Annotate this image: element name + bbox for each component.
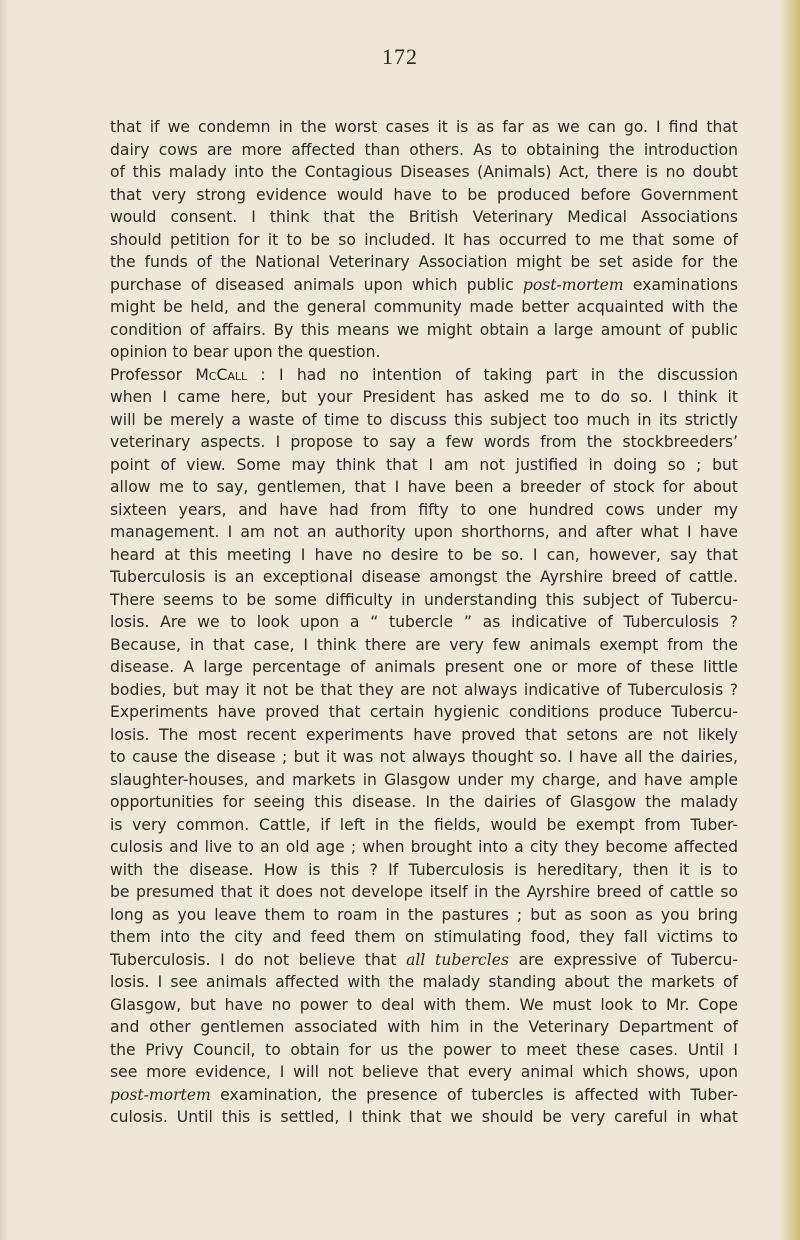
text-segment: examinations xyxy=(623,275,738,294)
text-line xyxy=(110,499,738,522)
text-line xyxy=(110,1039,738,1062)
text-segment: Glasgow, but have no power to deal with them. We must look to Mr. Cope xyxy=(110,995,738,1014)
text-segment: Professor xyxy=(110,365,196,384)
text-line xyxy=(110,521,738,544)
text-segment: might be held, and the general community made better acquainted with the xyxy=(110,298,738,316)
text-line xyxy=(110,1106,738,1129)
text-line xyxy=(110,319,738,342)
text-line xyxy=(110,769,738,792)
small-caps-name: McCall xyxy=(195,365,248,384)
text-line xyxy=(110,971,738,994)
text-line xyxy=(110,274,738,297)
page-left-edge xyxy=(0,0,8,1240)
text-segment: condition of affairs. By this means we might obtain a large amount of public xyxy=(110,320,738,339)
text-line xyxy=(110,139,738,162)
text-line xyxy=(110,1084,738,1107)
text-line xyxy=(110,454,738,477)
text-line xyxy=(110,296,738,319)
text-line xyxy=(110,679,738,702)
text-line xyxy=(110,386,738,409)
text-segment: heard at this meeting I have no desire to be so. I can, however, say that xyxy=(110,545,738,564)
text-segment: disease. A large percentage of animals present one or more of these little xyxy=(110,658,738,676)
text-line xyxy=(110,409,738,432)
text-line xyxy=(110,229,738,252)
text-segment: dairy cows are more affected than others. As to obtaining the introduction xyxy=(110,140,738,159)
text-segment: losis. I see animals affected with the malady standing about the markets of xyxy=(110,973,738,991)
text-line xyxy=(110,656,738,679)
text-line xyxy=(110,611,738,634)
text-segment: examination, the presence of tubercles is affected with Tuber- xyxy=(210,1085,738,1104)
text-line xyxy=(110,161,738,184)
text-segment: long as you leave them to roam in the pastures ; but as soon as you bring xyxy=(110,905,738,924)
text-line xyxy=(110,904,738,927)
text-segment: Experiments have proved that certain hygienic conditions produce Tubercu- xyxy=(110,703,738,721)
text-segment: the Privy Council, to obtain for us the power to meet these cases. Until I xyxy=(110,1040,738,1059)
body-text xyxy=(110,116,738,1129)
text-segment: purchase of diseased animals upon which public xyxy=(110,275,523,294)
text-segment: veterinary aspects. I propose to say a few words from the stockbreeders’ xyxy=(110,433,738,451)
text-segment: should petition for it to be so included. It has occurred to me that some of xyxy=(110,230,738,249)
text-segment: that if we condemn in the worst cases it is as far as we can go. I find that xyxy=(110,118,738,136)
text-segment: Tuberculosis. I do not believe that xyxy=(110,950,407,969)
text-line xyxy=(110,1061,738,1084)
text-line xyxy=(110,364,738,387)
text-segment: see more evidence, I will not believe that every animal which shows, upon xyxy=(110,1063,738,1081)
text-segment: are expressive of Tubercu- xyxy=(508,950,738,969)
text-segment: bodies, but may it not be that they are not always indicative of Tuberculosis ? xyxy=(110,680,738,699)
text-line xyxy=(110,836,738,859)
text-segment: and other gentlemen associated with him in the Veterinary Department of xyxy=(110,1018,738,1036)
text-segment: point of view. Some may think that I am not justified in doing so ; but xyxy=(110,455,738,474)
text-line xyxy=(110,251,738,274)
text-segment: opportunities for seeing this disease. In the dairies of Glasgow the malady xyxy=(110,793,738,811)
text-line xyxy=(110,589,738,612)
text-segment: management. I am not an authority upon shorthorns, and after what I have xyxy=(110,523,738,541)
text-line xyxy=(110,116,738,139)
text-line xyxy=(110,544,738,567)
text-line xyxy=(110,206,738,229)
italic-text: all tubercles xyxy=(406,950,509,969)
text-line xyxy=(110,881,738,904)
text-segment: when I came here, but your President has asked me to do so. I think it xyxy=(110,388,738,406)
text-line xyxy=(110,949,738,972)
text-line xyxy=(110,431,738,454)
text-segment: Because, in that case, I think there are very few animals exempt from the xyxy=(110,635,738,654)
text-line xyxy=(110,184,738,207)
text-segment: with the disease. How is this ? If Tuberculosis is hereditary, then it is to xyxy=(110,860,738,879)
text-line xyxy=(110,1016,738,1039)
text-segment: losis. Are we to look upon a “ tubercle ” as indicative of Tuberculosis ? xyxy=(110,613,738,631)
text-line xyxy=(110,994,738,1017)
text-line xyxy=(110,701,738,724)
text-segment: is very common. Cattle, if left in the fields, would be exempt from Tuber- xyxy=(110,815,738,834)
text-segment: : I had no intention of taking part in the discussion xyxy=(247,365,738,384)
italic-text: post-mortem xyxy=(110,1085,211,1104)
text-segment: them into the city and feed them on stimulating food, they fall victims to xyxy=(110,928,738,946)
text-segment: of this malady into the Contagious Diseases (Animals) Act, there is no doubt xyxy=(110,163,738,181)
text-segment: will be merely a waste of time to discuss this subject too much in its strictly xyxy=(110,410,738,429)
text-segment: would consent. I think that the British Veterinary Medical Associations xyxy=(110,208,738,226)
text-line xyxy=(110,814,738,837)
text-segment: culosis and live to an old age ; when brought into a city they become affected xyxy=(110,838,738,856)
text-segment: opinion to bear upon the question. xyxy=(110,343,381,361)
text-segment: sixteen years, and have had from fifty to one hundred cows under my xyxy=(110,500,738,519)
text-line xyxy=(110,634,738,657)
text-line xyxy=(110,926,738,949)
page-spine-edge xyxy=(780,0,800,1240)
text-segment: culosis. Until this is settled, I think that we should be very careful in what xyxy=(110,1108,738,1126)
text-line xyxy=(110,566,738,589)
text-segment: be presumed that it does not develope itself in the Ayrshire breed of cattle so xyxy=(110,883,738,901)
text-segment: There seems to be some difficulty in understanding this subject of Tubercu- xyxy=(110,590,738,609)
text-segment: slaughter-houses, and markets in Glasgow under my charge, and have ample xyxy=(110,770,738,789)
italic-text: post-mortem xyxy=(522,275,624,294)
text-line xyxy=(110,746,738,769)
text-segment: to cause the disease ; but it was not always thought so. I have all the dairies, xyxy=(110,748,738,766)
text-segment: the funds of the National Veterinary Association might be set aside for the xyxy=(110,253,738,271)
text-segment: losis. The most recent experiments have proved that setons are not likely xyxy=(110,725,738,744)
text-segment: allow me to say, gentlemen, that I have been a breeder of stock for about xyxy=(110,478,738,496)
text-line xyxy=(110,859,738,882)
page-number: 172 xyxy=(382,44,418,69)
text-line xyxy=(110,476,738,499)
text-line xyxy=(110,341,738,364)
text-segment: that very strong evidence would have to be produced before Government xyxy=(110,185,738,204)
text-line xyxy=(110,791,738,814)
text-segment: Tuberculosis is an exceptional disease amongst the Ayrshire breed of cattle. xyxy=(110,568,738,586)
text-line xyxy=(110,724,738,747)
